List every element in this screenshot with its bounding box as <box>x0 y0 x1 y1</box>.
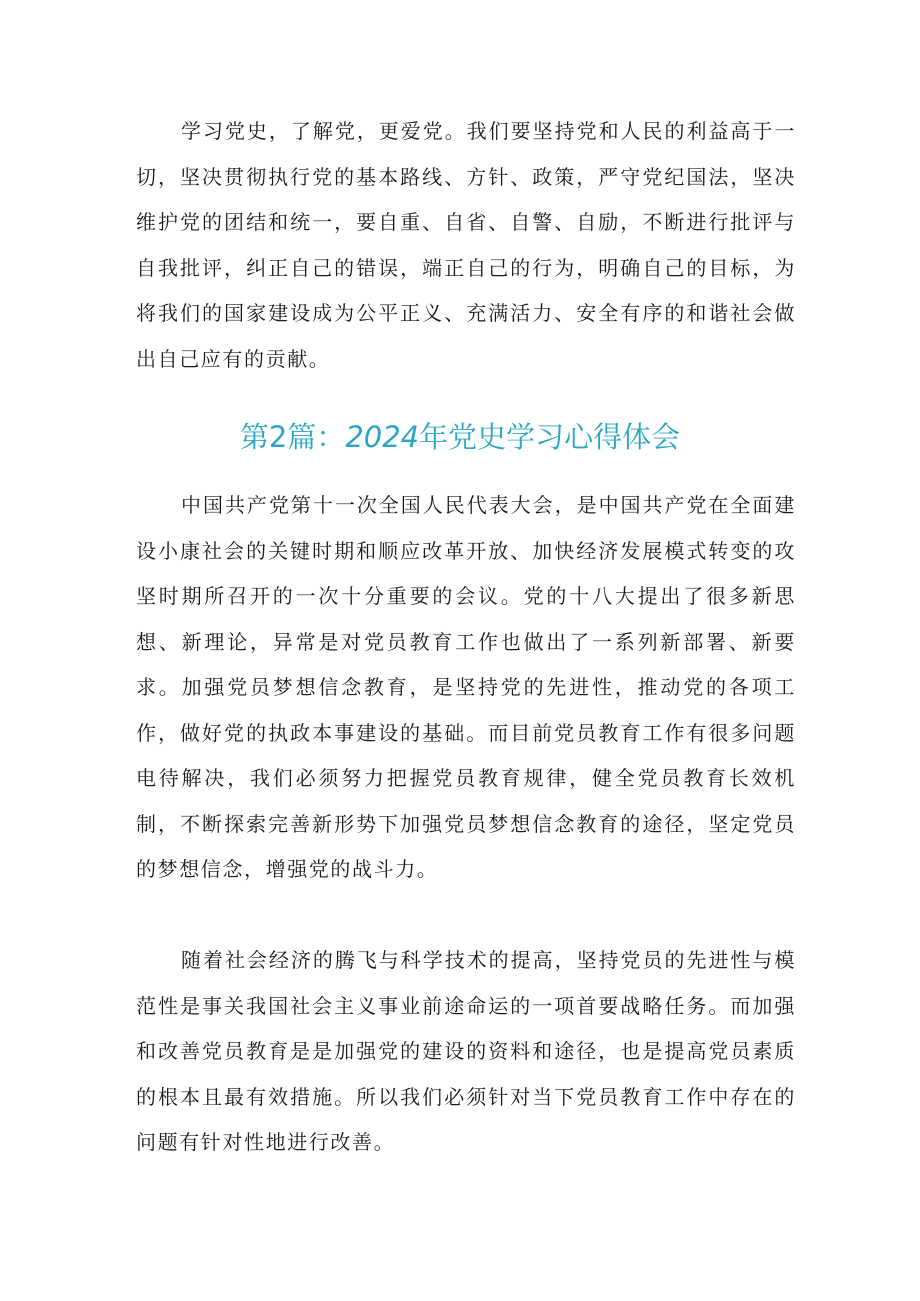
paragraph-3: 随着社会经济的腾飞与科学技术的提高，坚持党员的先进性与模范性是事关我国社会主义事业前途命运的一项首要战略任务。而加强和改善党员教育是是加强党的建设的资料和途径，也是提高党员素质的根本且最有效措施。所以我们必须针对当下党员教育工作中存在的问题有针对性地进行改善。 <box>136 948 796 1154</box>
heading-prefix: 第2篇： <box>239 420 346 454</box>
paragraph-2: 中国共产党第十一次全国人民代表大会，是中国共产党在全面建设小康社会的关键时期和顺应改革开放、加快经济发展模式转变的攻坚时期所召开的一次十分重要的会议。党的十八大提出了很多新思想、新理论，异常是对党员教育工作也做出了一系列新部署、新要求。加强党员梦想信念教育，是坚持党的先进性，推动党的各项工作，做好党的执政本事建设的基础。而目前党员教育工作有很多问题电待解决，我们必须努力把握党员教育规律，健全党员教育长效机制，不断探索完善新形势下加强党员梦想信念教育的途径，坚定党员的梦想信念，增强党的战斗力。 <box>136 493 796 881</box>
section-heading <box>0 412 920 462</box>
heading-year: 2024 <box>345 420 420 454</box>
paragraph-1: 学习党史，了解党，更爱党。我们要坚持党和人民的利益高于一切，坚决贯彻执行党的基本路线、方针、政策，严守党纪国法，坚决维护党的团结和统一，要自重、自省、自警、自励，不断进行批评与自我批评，纠正自己的错误，端正自己的行为，明确自己的目标，为将我们的国家建设成为公平正义、充满活力、安全有序的和谐社会做出自己应有的贡献。 <box>136 119 796 371</box>
heading-title: 年党史学习心得体会 <box>419 420 681 454</box>
